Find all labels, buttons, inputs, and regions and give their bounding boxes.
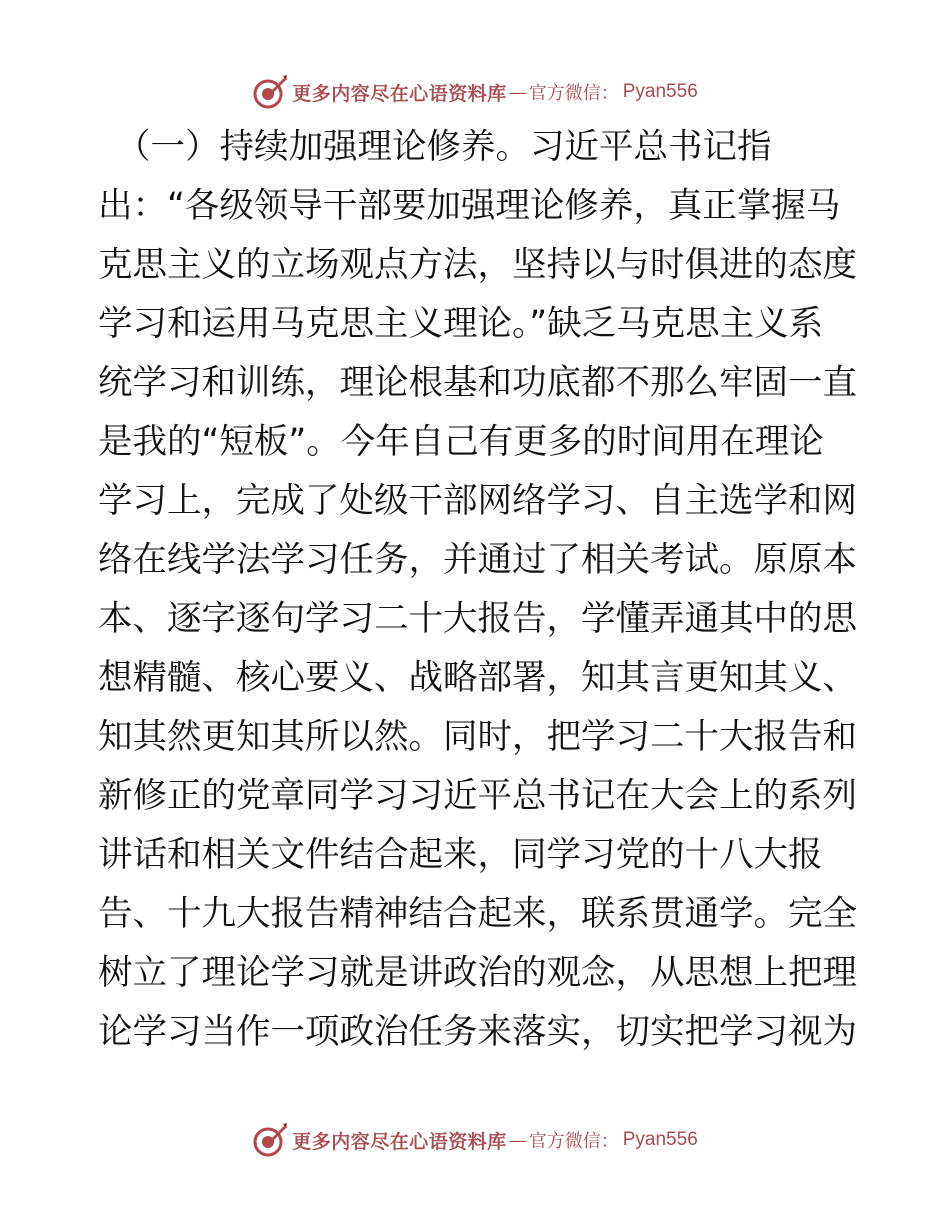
quill-logo-icon	[252, 1122, 288, 1158]
text-line: 统学习和训练，理论根基和功底都不那么牢固一直	[98, 363, 857, 403]
document-body	[98, 118, 858, 1062]
wechat-label: 官方微信：	[528, 1131, 619, 1152]
text-line: 学习上，完成了处级干部网络学习、自主选学和网	[98, 481, 857, 521]
banner-text: 更多内容尽在心语资料库	[292, 1130, 507, 1153]
text-line: 告、十九大报告精神结合起来，联系贯通学。完全	[98, 894, 857, 934]
wechat-id: Pyan556	[622, 1129, 698, 1150]
banner-separator: —	[508, 1129, 527, 1151]
text-line: 知其然更知其所以然。同时，把学习二十大报告和	[98, 717, 857, 757]
text-line: 树立了理论学习就是讲政治的观念，从思想上把理	[98, 953, 857, 993]
wechat-id: Pyan556	[622, 81, 698, 102]
quill-logo-icon	[252, 74, 288, 110]
text-line: 新修正的党章同学习习近平总书记在大会上的系列	[98, 776, 857, 816]
banner-separator: —	[508, 81, 527, 103]
wechat-label: 官方微信：	[528, 83, 619, 104]
footer-banner	[0, 1118, 950, 1162]
text-line: （一）持续加强理论修养。习近平总书记指	[116, 127, 772, 167]
text-line: 想精髓、核心要义、战略部署，知其言更知其义、	[98, 658, 857, 698]
text-line: 络在线学法学习任务，并通过了相关考试。原原本	[98, 540, 857, 580]
text-line: 本、逐字逐句学习二十大报告，学懂弄通其中的思	[98, 599, 857, 639]
text-line: 学习和运用马克思主义理论。”缺乏马克思主义系	[98, 304, 824, 344]
text-line: 是我的“短板”。今年自己有更多的时间用在理论	[98, 422, 824, 462]
text-line: 出：“各级领导干部要加强理论修养，真正掌握马	[98, 186, 841, 226]
text-line: 讲话和相关文件结合起来，同学习党的十八大报	[98, 835, 823, 875]
banner-text: 更多内容尽在心语资料库	[292, 82, 507, 105]
header-banner	[0, 70, 950, 114]
text-line: 论学习当作一项政治任务来落实，切实把学习视为	[98, 1012, 857, 1052]
text-line: 克思主义的立场观点方法，坚持以与时俱进的态度	[98, 245, 857, 285]
